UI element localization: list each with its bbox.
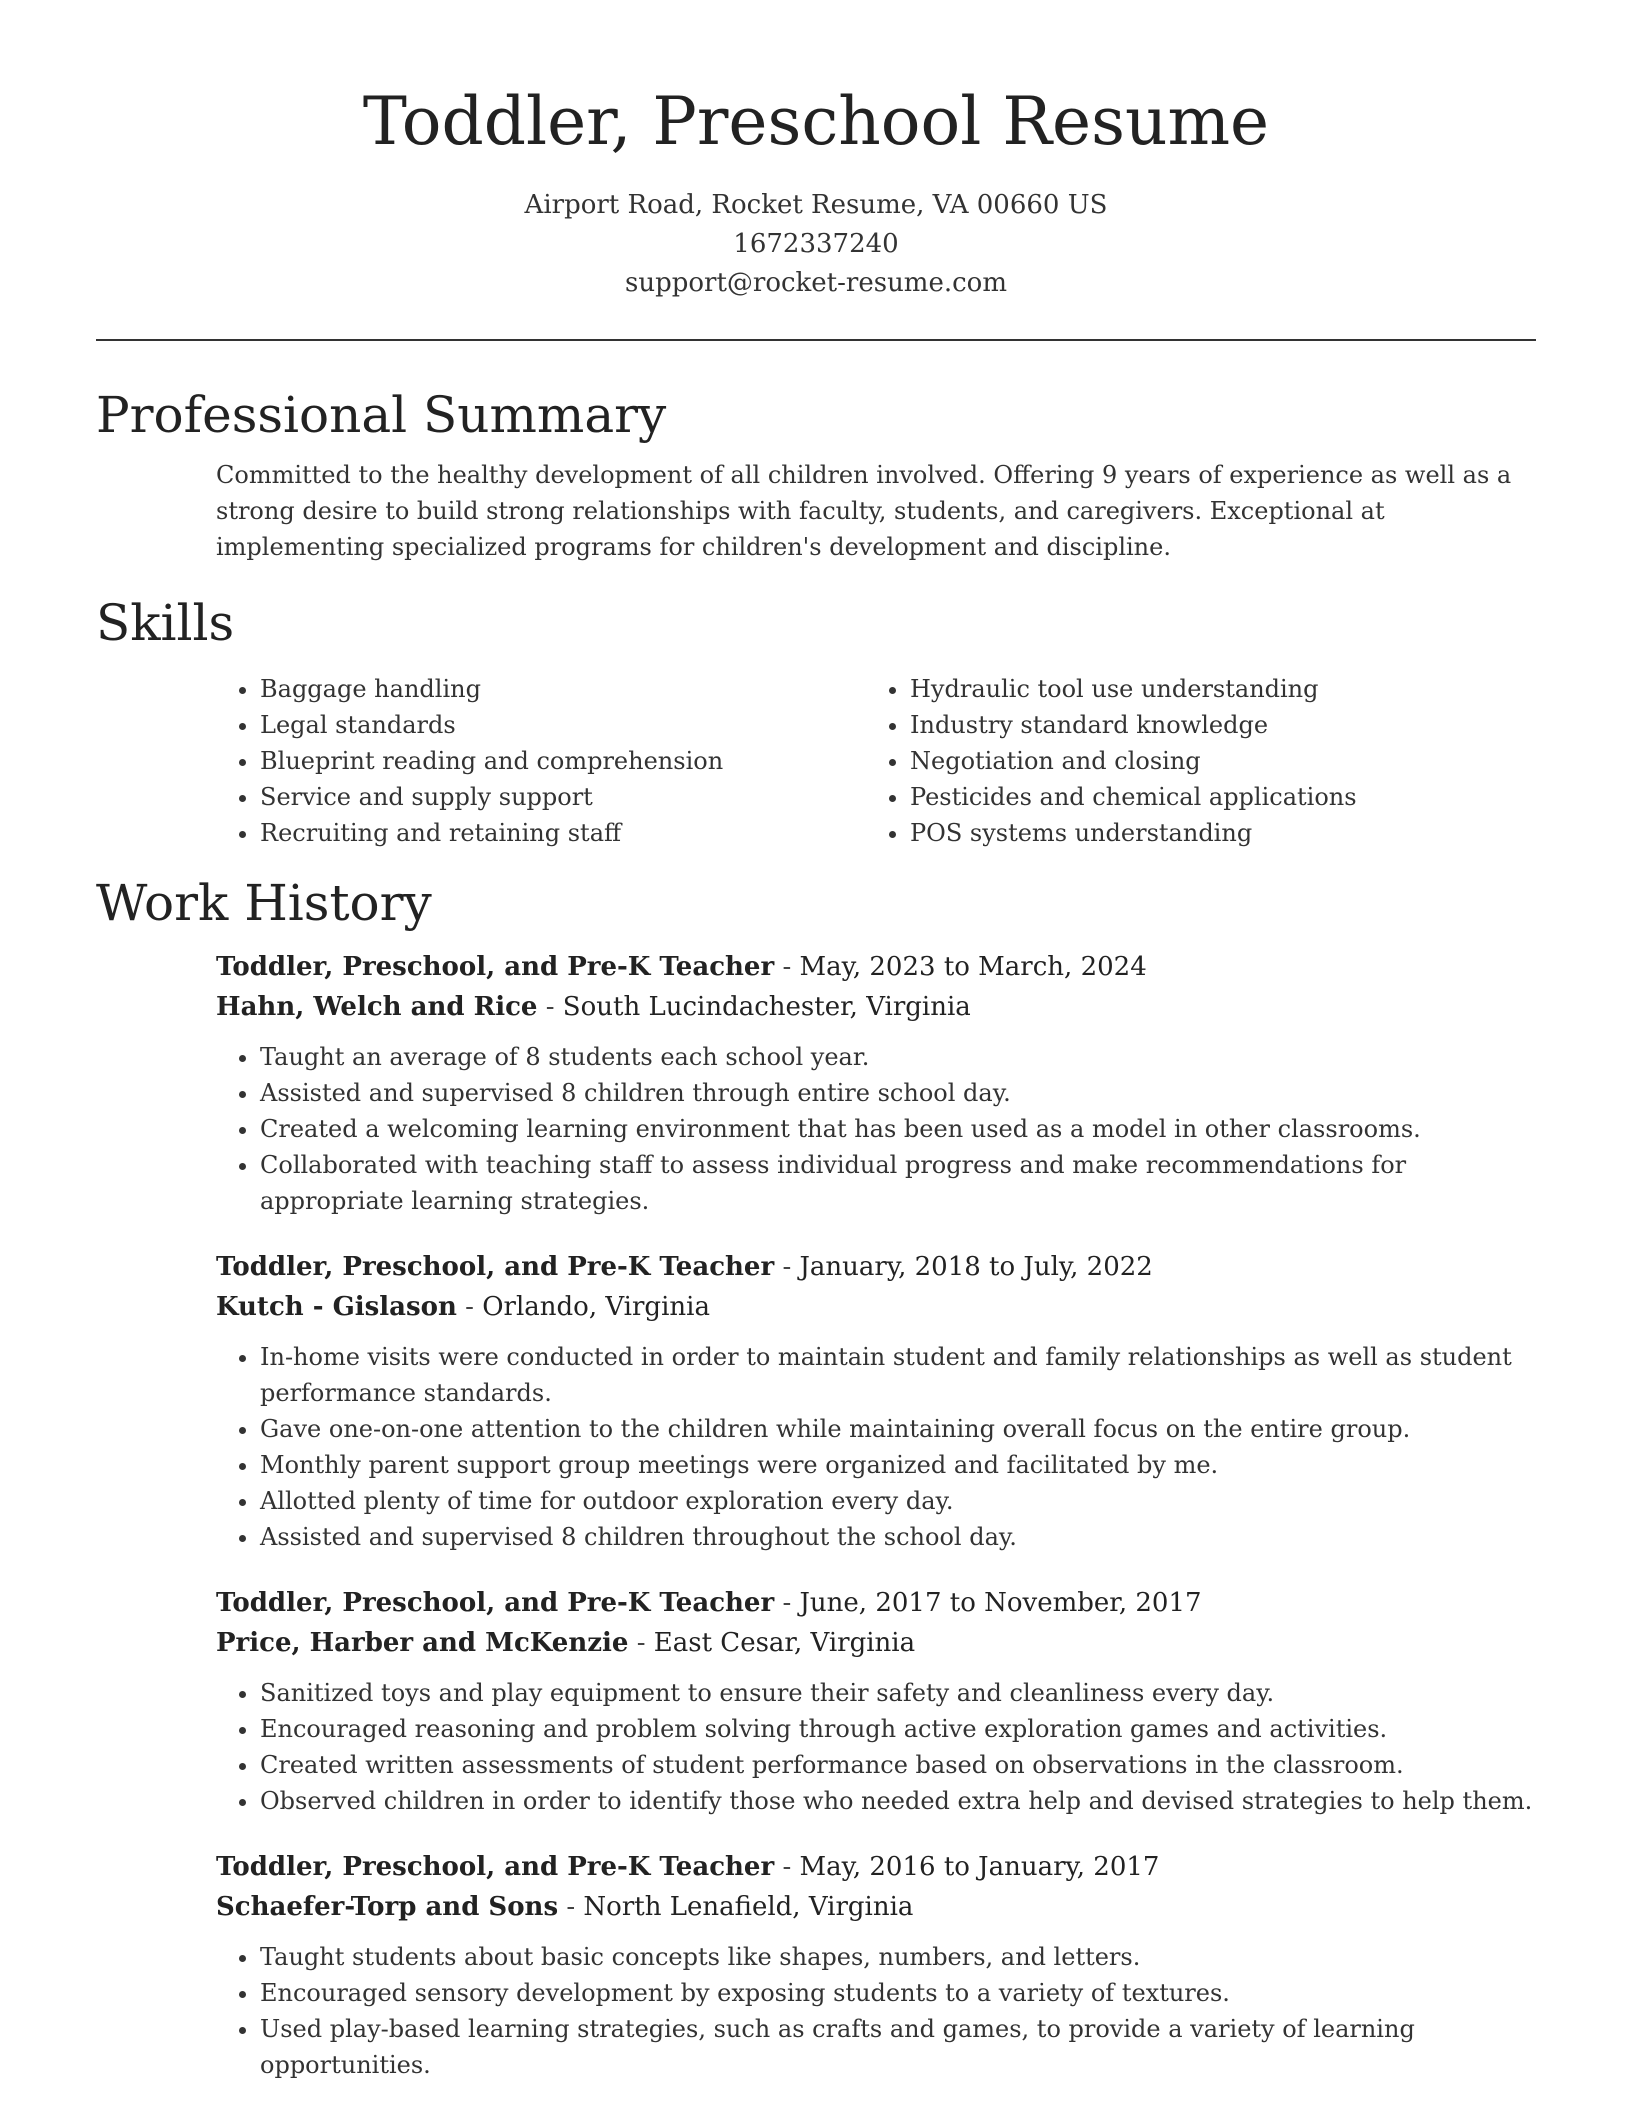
job-title-line xyxy=(216,1247,1536,1287)
job-bullet: • Assisted and supervised 8 children throughout the school day. xyxy=(260,1519,1536,1555)
job-dates: June, 2017 to November, 2017 xyxy=(799,1587,1202,1618)
contact-email: support@rocket-resume.com xyxy=(624,267,1007,298)
job-bullet: • Monthly parent support group meetings were organized and facilitated by me. xyxy=(260,1447,1536,1483)
resume-title: Toddler, Preschool Resume xyxy=(362,83,1270,160)
job-location: East Cesar, Virginia xyxy=(653,1627,916,1658)
job-entry xyxy=(216,1247,1536,1555)
job-company: Kutch - Gislason xyxy=(216,1291,457,1322)
job-location: South Lucindachester, Virginia xyxy=(562,991,971,1022)
job-entry xyxy=(216,1583,1536,1819)
skill-item: • Service and supply support xyxy=(260,779,866,815)
job-dates: May, 2016 to January, 2017 xyxy=(799,1851,1160,1882)
separator: - xyxy=(566,1891,584,1922)
job-company: Price, Harber and McKenzie xyxy=(216,1627,629,1658)
skill-item: • Blueprint reading and comprehension xyxy=(260,743,866,779)
job-bullet: • Used play-based learning strategies, such as crafts and games, to provide a variety of learning opportunities. xyxy=(260,2011,1536,2083)
skill-item: • Pesticides and chemical applications xyxy=(910,779,1510,815)
separator: - xyxy=(636,1627,654,1658)
job-bullet: • Created written assessments of student performance based on observations in the classroom. xyxy=(260,1747,1536,1783)
job-title-line xyxy=(216,1583,1536,1623)
summary-text: Committed to the healthy development of all children involved. Offering 9 years of experience as well as a strong desire to build strong relationships with faculty, students, and caregivers. Exceptional at implementing specialized programs for children's development and discipline. xyxy=(216,460,1512,561)
job-location: Orlando, Virginia xyxy=(482,1291,710,1322)
skill-item: • Hydraulic tool use understanding xyxy=(910,671,1510,707)
resume-page xyxy=(96,0,1536,2083)
summary-heading: Professional Summary xyxy=(96,385,667,444)
skills-heading: Skills xyxy=(96,593,235,652)
separator: - xyxy=(782,1587,800,1618)
skills-list xyxy=(216,671,1536,851)
job-company-line xyxy=(216,1623,1536,1663)
skill-item: • Industry standard knowledge xyxy=(910,707,1510,743)
header-divider xyxy=(96,339,1536,341)
skill-item: • Baggage handling xyxy=(260,671,866,707)
job-location: North Lenafield, Virginia xyxy=(583,1891,914,1922)
job-company: Schaefer-Torp and Sons xyxy=(216,1891,559,1922)
job-bullet: • Created a welcoming learning environment that has been used as a model in other classrooms. xyxy=(260,1111,1536,1147)
job-dates: May, 2023 to March, 2024 xyxy=(799,951,1147,982)
job-bullet: • Gave one-on-one attention to the children while maintaining overall focus on the entire group. xyxy=(260,1411,1536,1447)
job-dates: January, 2018 to July, 2022 xyxy=(799,1251,1153,1282)
job-bullet: • Taught an average of 8 students each school year. xyxy=(260,1039,1536,1075)
skill-item: • POS systems understanding xyxy=(910,815,1510,851)
job-bullet: • Encouraged sensory development by exposing students to a variety of textures. xyxy=(260,1975,1536,2011)
skills-column-right xyxy=(866,671,1510,851)
job-title: Toddler, Preschool, and Pre-K Teacher xyxy=(216,951,775,982)
job-title: Toddler, Preschool, and Pre-K Teacher xyxy=(216,1851,775,1882)
separator: - xyxy=(782,951,800,982)
job-title: Toddler, Preschool, and Pre-K Teacher xyxy=(216,1251,775,1282)
job-entry xyxy=(216,1847,1536,2083)
job-bullets xyxy=(216,1039,1536,1219)
job-bullet: • Assisted and supervised 8 children through entire school day. xyxy=(260,1075,1536,1111)
job-company-line xyxy=(216,1287,1536,1327)
job-bullet: • Taught students about basic concepts like shapes, numbers, and letters. xyxy=(260,1939,1536,1975)
separator: - xyxy=(465,1291,483,1322)
job-bullets xyxy=(216,1675,1536,1819)
skills-column-left xyxy=(216,671,866,851)
job-company-line xyxy=(216,1887,1536,1927)
job-bullet: • In-home visits were conducted in order to maintain student and family relationships as well as student performance standards. xyxy=(260,1339,1536,1411)
separator: - xyxy=(782,1851,800,1882)
skill-item: • Recruiting and retaining staff xyxy=(260,815,866,851)
job-bullet: • Allotted plenty of time for outdoor exploration every day. xyxy=(260,1483,1536,1519)
skill-item: • Negotiation and closing xyxy=(910,743,1510,779)
job-company-line xyxy=(216,987,1536,1027)
job-title-line xyxy=(216,1847,1536,1887)
contact-phone: 1672337240 xyxy=(733,228,899,259)
contact-address: Airport Road, Rocket Resume, VA 00660 US xyxy=(524,189,1108,220)
job-bullet: • Encouraged reasoning and problem solving through active exploration games and activities. xyxy=(260,1711,1536,1747)
job-bullet: • Collaborated with teaching staff to assess individual progress and make recommendations for appropriate learning strategies. xyxy=(260,1147,1536,1219)
job-title: Toddler, Preschool, and Pre-K Teacher xyxy=(216,1587,775,1618)
job-entry xyxy=(216,947,1536,1219)
separator: - xyxy=(782,1251,800,1282)
resume-header xyxy=(96,0,1536,303)
job-title-line xyxy=(216,947,1536,987)
contact-block xyxy=(96,186,1536,303)
job-bullets xyxy=(216,1339,1536,1555)
job-bullet: • Sanitized toys and play equipment to ensure their safety and cleanliness every day. xyxy=(260,1675,1536,1711)
skill-item: • Legal standards xyxy=(260,707,866,743)
work-history-heading: Work History xyxy=(96,873,432,932)
job-bullets xyxy=(216,1939,1536,2083)
job-bullet: • Observed children in order to identify those who needed extra help and devised strategies to help them. xyxy=(260,1783,1536,1819)
separator: - xyxy=(545,991,563,1022)
job-company: Hahn, Welch and Rice xyxy=(216,991,538,1022)
